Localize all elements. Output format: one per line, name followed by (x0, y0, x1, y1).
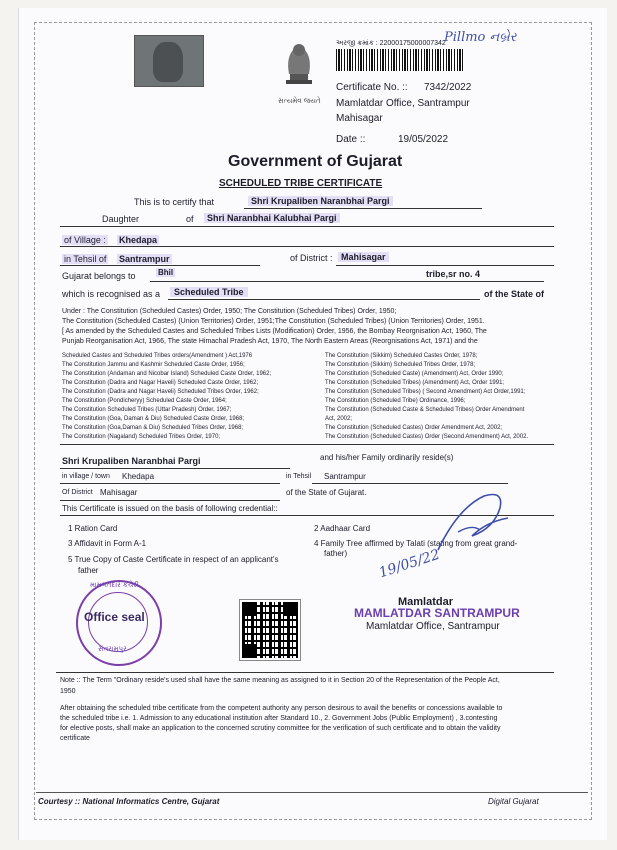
credential-2: 2 Aadhaar Card (314, 524, 371, 533)
issue-date: 19/05/2022 (398, 134, 449, 145)
of-district-label: Of District (62, 489, 93, 496)
resident-name: Shri Krupaliben Naranbhai Pargi (62, 456, 201, 466)
applicant-name: Shri Krupaliben Naranbhai Pargi (248, 196, 393, 206)
seal-ring-top: મામલતદાર કચેરી (90, 582, 139, 589)
recognised-as: Scheduled Tribe (170, 287, 248, 297)
resident-tehsil: Santrampur (324, 472, 366, 481)
order-item: The Constitution (Scheduled Castes) Order (Second Amendment) Act, 2002. (325, 434, 529, 440)
signature-date: 19/05/22 (377, 546, 442, 582)
credential-4-cont: father) (324, 549, 348, 558)
tehsil: Santrampur (119, 254, 170, 264)
order-item: The Constitution (Scheduled Castes) Order Amendment Act, 2002; (325, 425, 503, 431)
resident-district: Mahisagar (100, 488, 138, 497)
order-item: The Constitution (Pondicheryy) Scheduled Caste Order, 1964; (62, 398, 227, 404)
order-item: The Constitution (Scheduled Caste & Scheduled Tribes) Order Amendment (325, 407, 525, 413)
signatory-office: Mamlatdar Office, Santrampur (366, 621, 500, 632)
after-note-line: After obtaining the scheduled tribe certificate from the competent authority any person desirous to avail the benefits or concessions available to (60, 705, 503, 712)
after-note-line: certificate (60, 735, 90, 742)
seal-ring-bottom: સંતરામપુર (98, 646, 127, 653)
header-district: Mahisagar (336, 113, 383, 124)
order-item: The Constitution (Scheduled Tribes) (Amendment) Act, Order 1991; (325, 380, 505, 386)
relation: Daughter (102, 214, 140, 224)
qr-code (240, 600, 300, 660)
tribe-serial: tribe,sr no. 4 (426, 269, 481, 279)
certificate-no: 7342/2022 (424, 82, 472, 93)
credential-3: 3 Affidavit in Form A-1 (68, 539, 147, 548)
order-item: The Constitution (Andaman and Nicobar Island) Scheduled Caste Order, 1962; (62, 371, 272, 377)
father-name: Shri Naranbhai Kalubhai Pargi (204, 213, 340, 223)
tribe-name: Bhil (158, 268, 174, 277)
emblem-caption: સત્યમેવ જયતે (278, 98, 321, 105)
certificate-no-label: Certificate No. :: (336, 82, 408, 93)
footer-digital-gujarat: Digital Gujarat (488, 797, 539, 806)
village-label: of Village : (64, 235, 106, 245)
application-number: અરજી ક્રમાંક : 22000175000007342 (336, 40, 446, 47)
order-item: The Constitution (Goa, Daman & Diu) Scheduled Caste Order, 1968; (62, 416, 245, 422)
seal-label: Office seal (84, 610, 145, 624)
order-item: The Constitution Scheduled Tribes (Uttar Pradesh) Order, 1967; (62, 407, 232, 413)
under-line: [ As amended by the Scheduled Castes and Scheduled Tribes Lists (Modification) Order, 1956, the Bombay Reorgnisation Act, 1960, The (62, 328, 487, 335)
credential-5: 5 True Copy of Caste Certificate in respect of an applicant's (68, 555, 279, 564)
credential-1: 1 Ration Card (68, 524, 118, 533)
state-emblem-icon (276, 38, 322, 102)
district-label: of District : (290, 253, 333, 263)
district: Mahisagar (338, 252, 389, 262)
orders-left-column (62, 352, 271, 442)
state-of-gujarat: of the State of Gujarat. (286, 488, 367, 497)
credential-4: 4 Family Tree affirmed by Talati (stating from great grand- (314, 539, 518, 548)
handwritten-reference: Pillmo નબ્રેર (444, 30, 517, 45)
credential-5-cont: father (78, 566, 99, 575)
order-item: The Constitution (Scheduled Tribe) Ordinance, 1996; (325, 398, 466, 404)
after-note-line: the scheduled tribe i.e. 1. Admission to any educational institution after Standard 10., 2. Government Jobs (Public Employment) , 3.contesting (60, 715, 498, 722)
recognised-label: which is recognised as a (62, 289, 161, 299)
issuing-office: Mamlatdar Office, Santrampur (336, 98, 470, 109)
reside-label: and his/her Family ordinarily reside(s) (320, 453, 454, 462)
resident-village: Khedapa (122, 472, 155, 481)
order-item: Act, 2002; (325, 416, 353, 422)
after-note-line: for elective posts, shall make an application to the concerned scrutiny committee for the verification of such certificate and to obtain the validity (60, 725, 501, 732)
orders-right-column (325, 352, 528, 442)
state-label: of the State of (484, 289, 544, 299)
document-title: Government of Gujarat (228, 153, 403, 170)
in-tehsil-label: in Tehsil (286, 473, 312, 480)
constitution-orders (62, 307, 487, 347)
order-item: The Constitution Jammu and Kashmir Scheduled Caste Order, 1956; (62, 362, 245, 368)
signatory-title: Mamlatdar (398, 596, 454, 608)
footer-courtesy: Courtesy :: National Informatics Centre, Gujarat (38, 797, 220, 806)
tehsil-label: in Tehsil of (64, 254, 107, 264)
signatory-stamp: MAMLATDAR SANTRAMPUR (354, 606, 520, 620)
under-line: Punjab Reorganisation Act, 1966, The state Himachal Pradesh Act, 1970, The North Eastern Areas (Reorgnisations Act, 1971) and the (62, 338, 478, 345)
order-item: The Constitution (Dadra and Nagar Haveli) Scheduled Tribes Order, 1962; (62, 389, 259, 395)
order-item: The Constitution (Dadra and Nagar Haveli) Scheduled Caste Order, 1962; (62, 380, 259, 386)
barcode (336, 49, 464, 71)
under-line: Under : The Constitution (Scheduled Castes) Order, 1950; The Constitution (Scheduled Tribes) Order, 1950; (62, 308, 397, 315)
note-line: Note :: The Term "Ordinary reside's used shall have the same meaning as assigned to it in Section 20 of the Representation of the People Act, (60, 677, 500, 684)
of-label: of (186, 214, 194, 224)
applicant-photo (134, 35, 204, 87)
order-item: The Constitution (Scheduled Caste) (Amendment) Act, Order 1990; (325, 371, 504, 377)
belongs-label: Gujarat belongs to (62, 271, 136, 281)
order-item: The Constitution (Scheduled Tribes) ( Second Amendment) Act Order,1991; (325, 389, 526, 395)
order-item: The Constitution (Goa,Daman & Diu) Scheduled Tribes Order, 1968; (62, 425, 244, 431)
order-item: The Constitution (Nagaland) Scheduled Tribes Order, 1970; (62, 434, 221, 440)
order-item: Scheduled Castes and Scheduled Tribes orders(Amendment ) Act,1976 (62, 353, 253, 359)
order-item: The Constitution (Sikkim) Scheduled Castes Order, 1978; (325, 353, 478, 359)
under-line: The Constitution (Scheduled Castes) (Union Territories) Order, 1951;The Constitution (Scheduled Tribes) (Union Territories) Order, 1951. (62, 318, 485, 325)
credential-label: This Certificate is issued on the basis of following credential:: (62, 504, 278, 513)
date-label: Date :: (336, 134, 366, 145)
order-item: The Constitution (Sikkim) Scheduled Tribes Order, 1978; (325, 362, 476, 368)
after-note (60, 704, 502, 744)
certificate-heading: SCHEDULED TRIBE CERTIFICATE (219, 178, 383, 189)
village: Khedapa (119, 235, 158, 245)
certify-label: This is to certify that (134, 197, 215, 207)
note-year: 1950 (60, 688, 76, 695)
village-town-label: in village / town (62, 473, 110, 480)
signature-flourish-icon (428, 488, 520, 558)
